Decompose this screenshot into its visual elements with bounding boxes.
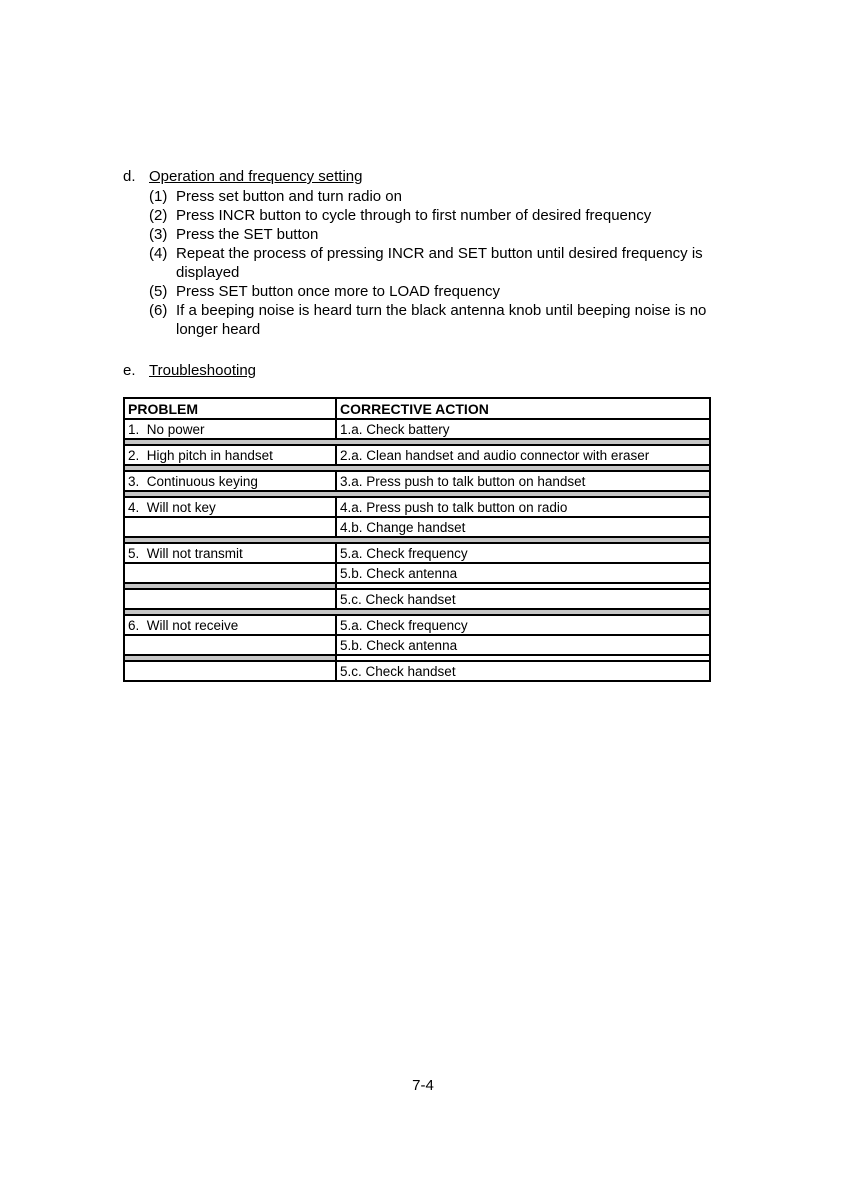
action-cell: 5.b. Check antenna: [340, 566, 458, 581]
list-item-number: (2): [149, 207, 168, 224]
problem-cell: 1. No power: [125, 420, 337, 438]
list-item-3: [149, 225, 723, 244]
list-item-number: (1): [149, 188, 168, 205]
problem-cell: [125, 590, 337, 608]
action-cell: 1.a. Check battery: [340, 422, 450, 437]
problem-cell: [125, 564, 337, 582]
table-row: [125, 562, 709, 582]
list-item-text: Press INCR button to cycle through to first number of desired frequency: [176, 207, 652, 224]
page-number: 7-4: [412, 1077, 434, 1094]
list-item-text: Press the SET button: [176, 226, 319, 243]
action-cell: 4.a. Press push to talk button on radio: [340, 500, 568, 515]
list-item-number: (3): [149, 226, 168, 243]
list-item-text: Press SET button once more to LOAD frequency: [176, 283, 501, 300]
table-sub-separator-row: [125, 654, 709, 660]
problem-cell: [125, 662, 337, 680]
problem-cell: [125, 656, 337, 660]
list-item-number: (4): [149, 245, 168, 262]
section-d-label: d.: [123, 168, 136, 185]
list-item-text: Repeat the process of pressing INCR and SET button until desired frequency is displayed: [176, 245, 707, 281]
table-row: [125, 634, 709, 654]
action-cell: 4.b. Change handset: [340, 520, 466, 535]
list-item-5: [149, 282, 723, 301]
problem-cell: 6. Will not receive: [125, 616, 337, 634]
page-content: [123, 167, 723, 682]
problem-cell: 2. High pitch in handset: [125, 446, 337, 464]
action-cell: 5.a. Check frequency: [340, 618, 468, 633]
list-item-text: If a beeping noise is heard turn the black antenna knob until beeping noise is no longer heard: [176, 302, 711, 338]
section-e-label: e.: [123, 362, 136, 379]
section-d-heading: [123, 167, 723, 186]
action-cell: [337, 656, 709, 660]
action-cell: [337, 584, 709, 588]
table-header-row: [125, 399, 709, 418]
table-row: [125, 418, 709, 438]
list-item-number: (5): [149, 283, 168, 300]
table-row: [125, 614, 709, 634]
problem-cell: 3. Continuous keying: [125, 472, 337, 490]
section-d-title: Operation and frequency setting: [149, 168, 363, 185]
corrective-action-column-header: CORRECTIVE ACTION: [340, 401, 489, 417]
table-row: [125, 588, 709, 608]
table-row: [125, 660, 709, 680]
section-e-heading: [123, 361, 723, 380]
problem-cell: [125, 518, 337, 536]
action-cell: 5.c. Check handset: [340, 664, 456, 679]
list-item-2: [149, 206, 723, 225]
table-row: [125, 516, 709, 536]
section-e-title: Troubleshooting: [149, 362, 257, 379]
problem-cell: 5. Will not transmit: [125, 544, 337, 562]
table-row: [125, 542, 709, 562]
problem-cell: [125, 584, 337, 588]
action-cell: 2.a. Clean handset and audio connector with eraser: [340, 448, 650, 463]
section-d-list: [149, 187, 723, 339]
troubleshooting-table: [123, 397, 711, 682]
table-row: [125, 470, 709, 490]
list-item-number: (6): [149, 302, 168, 319]
table-row: [125, 444, 709, 464]
action-cell: 5.a. Check frequency: [340, 546, 468, 561]
problem-column-header: PROBLEM: [125, 399, 337, 418]
list-item-text: Press set button and turn radio on: [176, 188, 402, 205]
list-item-1: [149, 187, 723, 206]
table-sub-separator-row: [125, 582, 709, 588]
problem-cell: [125, 636, 337, 654]
table-row: [125, 496, 709, 516]
list-item-6: [149, 301, 723, 339]
list-item-4: [149, 244, 723, 282]
action-cell: 3.a. Press push to talk button on handset: [340, 474, 586, 489]
action-cell: 5.c. Check handset: [340, 592, 456, 607]
problem-cell: 4. Will not key: [125, 498, 337, 516]
action-cell: 5.b. Check antenna: [340, 638, 458, 653]
